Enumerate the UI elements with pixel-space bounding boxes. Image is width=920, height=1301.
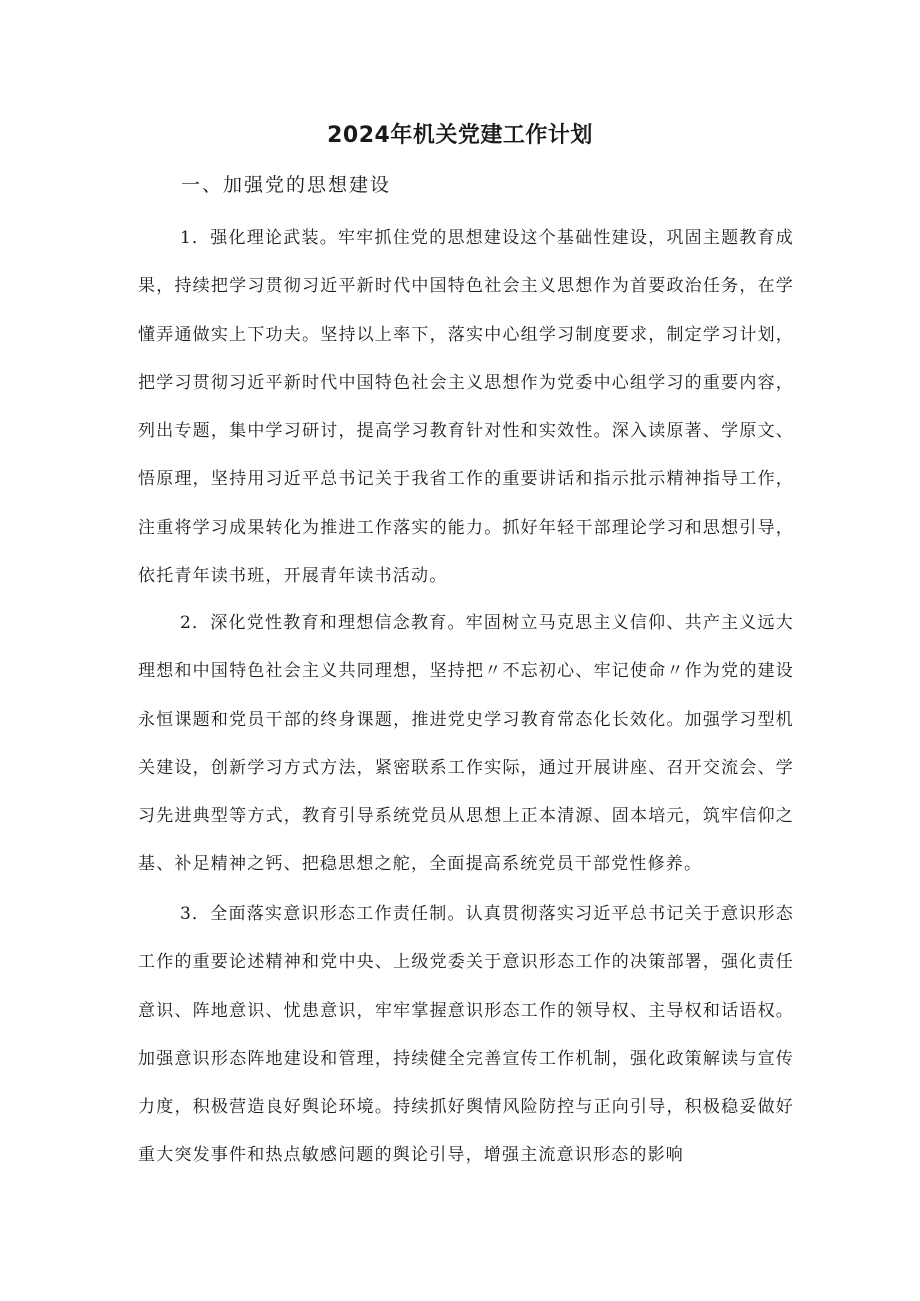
paragraph-1: 1．强化理论武装。牢牢抓住党的思想建设这个基础性建设，巩固主题教育成果，持续把学习贯彻习近平新时代中国特色社会主义思想作为首要政治任务，在学懂弄通做实上下功夫。坚持以上率下，落实中心组学习制度要求，制定学习计划，把学习贯彻习近平新时代中国特色社会主义思想作为党委中心组学习的重要内容，列出专题，集中学习研讨，提高学习教育针对性和实效性。深入读原著、学原文、悟原理，坚持用习近平总书记关于我省工作的重要讲话和指示批示精神指导工作，注重将学习成果转化为推进工作落实的能力。抓好年轻干部理论学习和思想引导，依托青年读书班，开展青年读书活动。 [138,228,794,587]
paragraph-2: 2．深化党性教育和理想信念教育。牢固树立马克思主义信仰、共产主义远大理想和中国特色社会主义共同理想，坚持把〃不忘初心、牢记使命〃作为党的建设永恒课题和党员干部的终身课题，推进党史学习教育常态化长效化。加强学习型机关建设，创新学习方式方法，紧密联系工作实际，通过开展讲座、召开交流会、学习先进典型等方式，教育引导系统党员从思想上正本清源、固本培元，筑牢信仰之基、补足精神之钙、把稳思想之舵，全面提高系统党员干部党性修养。 [138,613,794,875]
paragraph-3: 3．全面落实意识形态工作责任制。认真贯彻落实习近平总书记关于意识形态工作的重要论述精神和党中央、上级党委关于意识形态工作的决策部署，强化责任意识、阵地意识、忧患意识，牢牢掌握意识形态工作的领导权、主导权和话语权。加强意识形态阵地建设和管理，持续健全完善宣传工作机制，强化政策解读与宣传力度，积极营造良好舆论环境。持续抓好舆情风险防控与正向引导，积极稳妥做好重大突发事件和热点敏感问题的舆论引导，增强主流意识形态的影响 [138,904,794,1166]
section-heading: 一、加强党的思想建设 [181,174,392,196]
document-title: 2024年机关党建工作计划 [327,123,593,148]
